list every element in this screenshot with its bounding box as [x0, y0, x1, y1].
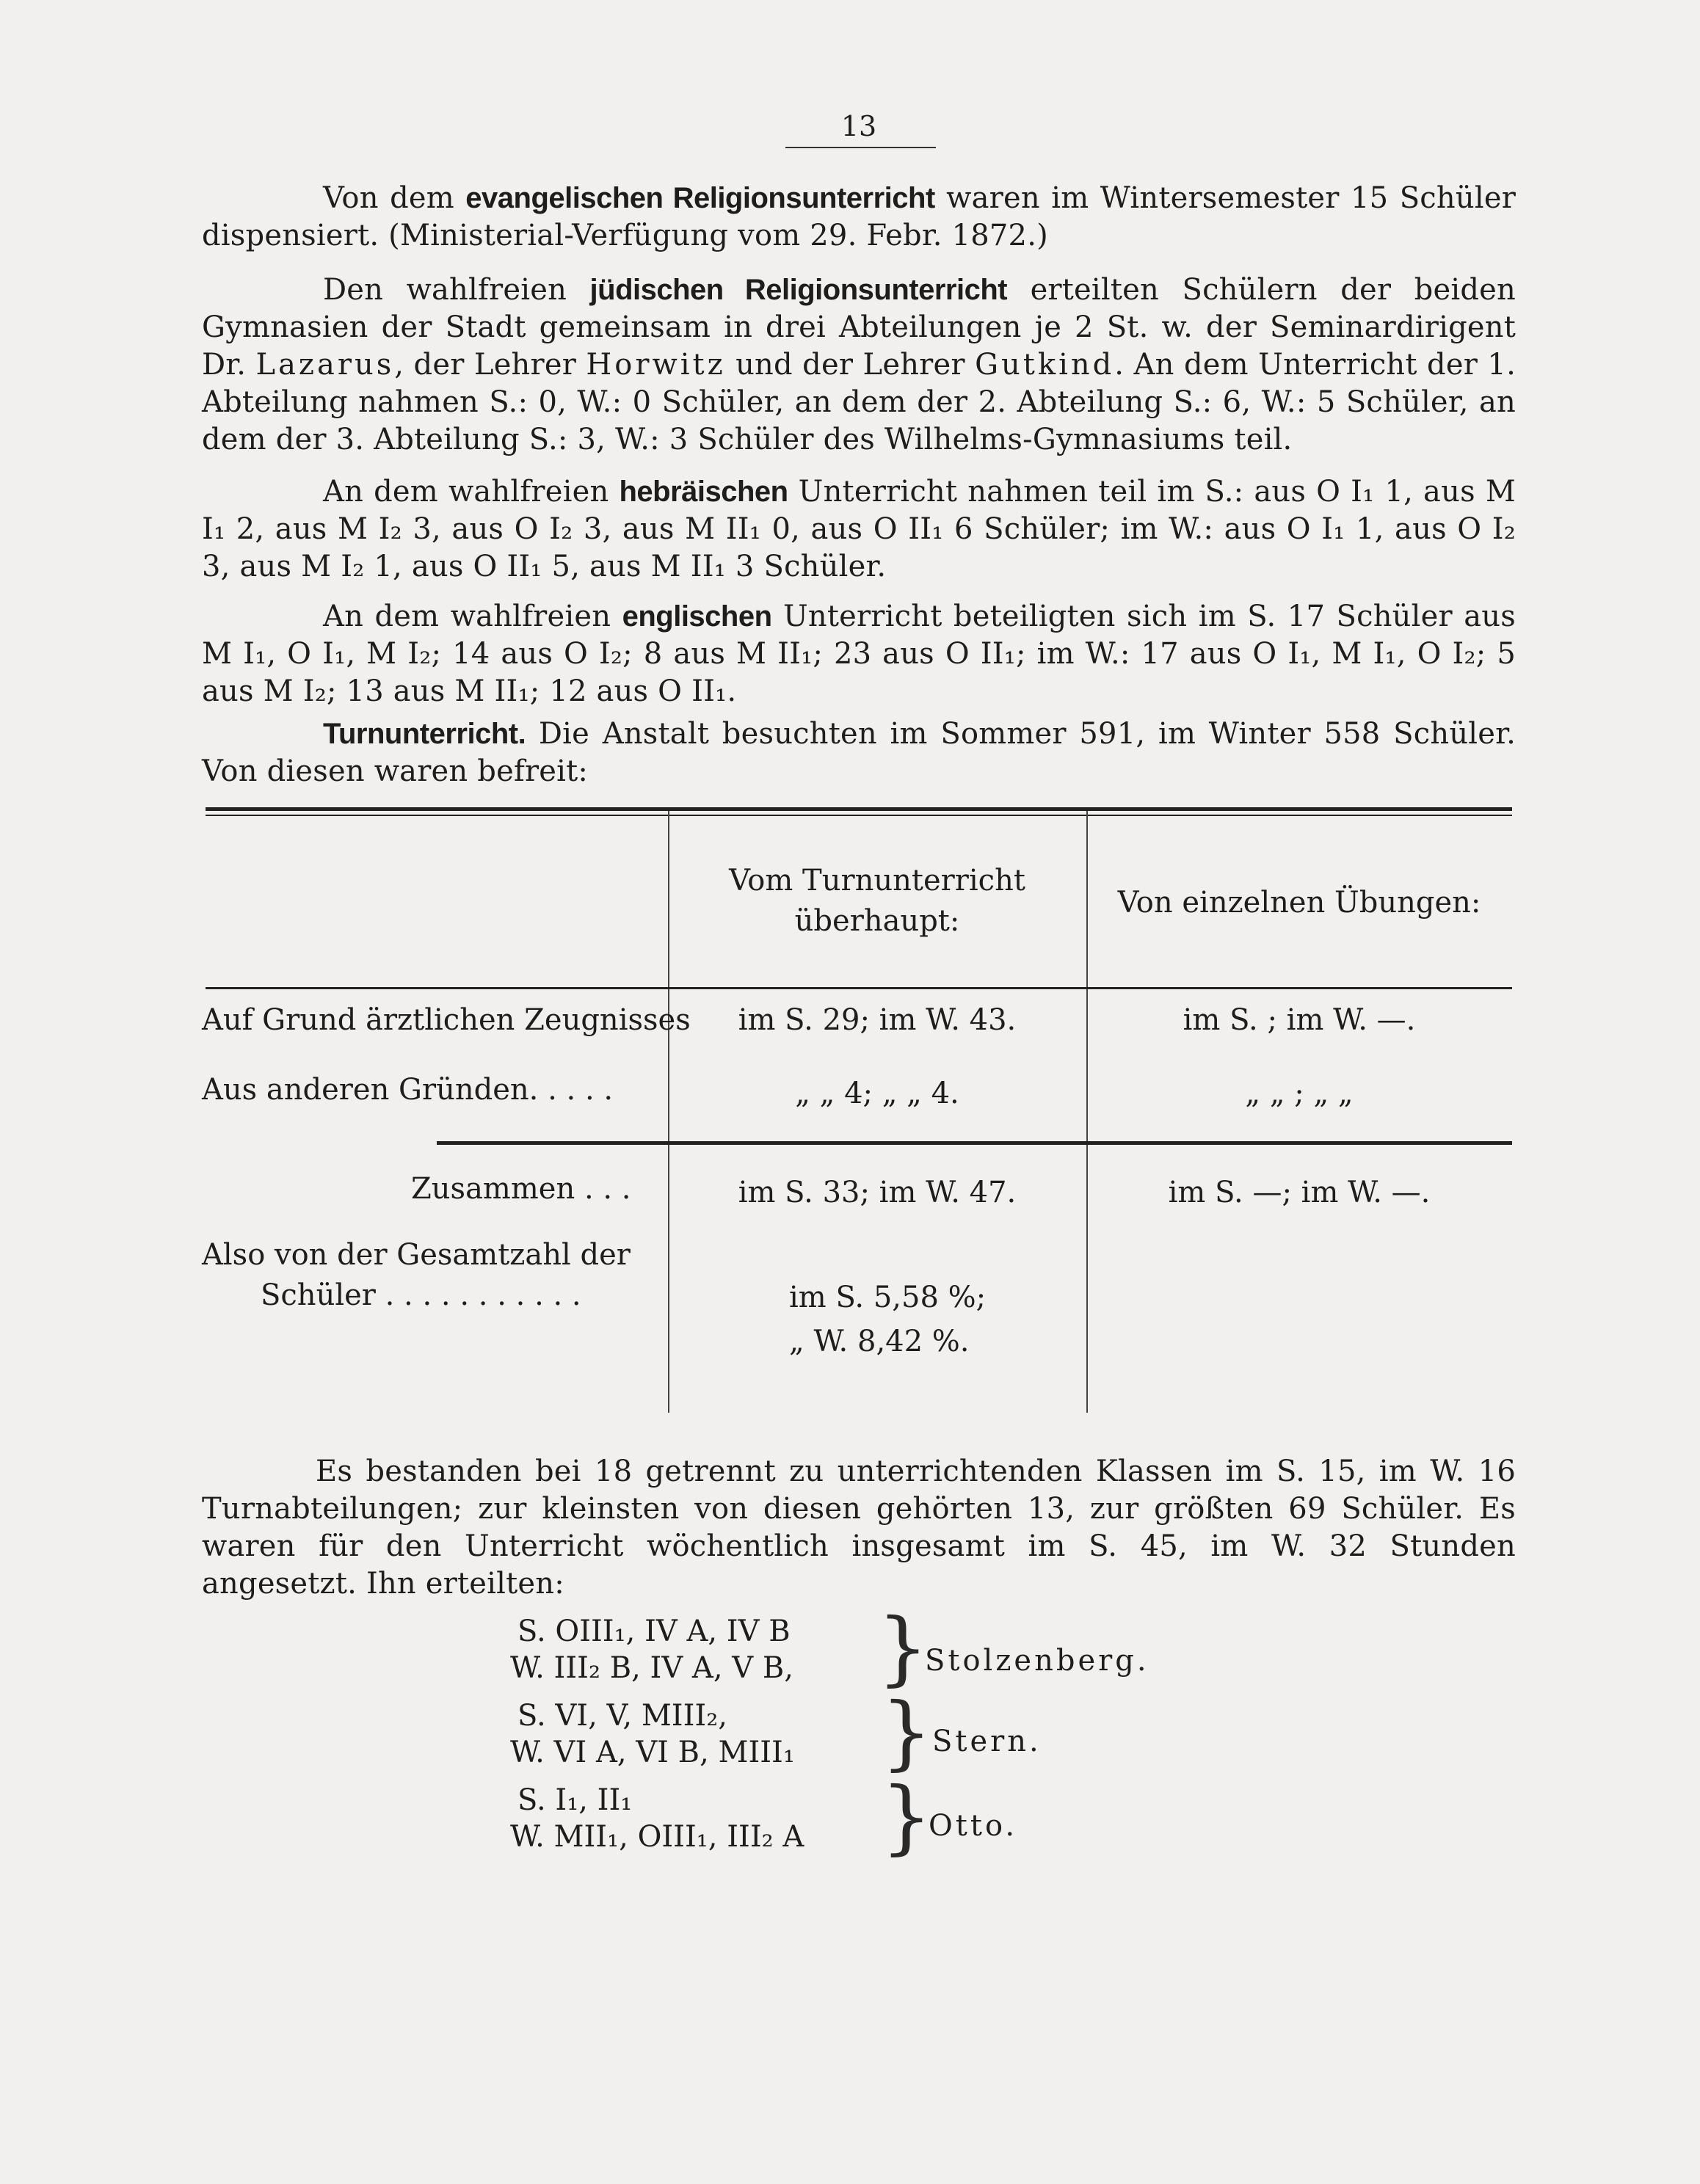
text-run: . An dem Unterricht der 1. Abteilung nahmen S.: 0, W.: 0 Schüler, an dem der 2. Abteilung S.: 6, W.: 5 Schüler, an dem der 3. Abteilung S.: 3, W.: 3 Schüler des Wilhelms-Gymnasiums teil.: [202, 348, 1516, 456]
paragraph-english: [202, 598, 1516, 710]
name-gutkind: Gutkind: [975, 348, 1115, 382]
page-number: 13: [840, 110, 877, 142]
row-share-winter: „ W. 8,42 %.: [789, 1325, 970, 1358]
bold-term: Turnunterricht.: [323, 718, 526, 750]
text-run: Unterricht nahmen teil im S.: aus O I₁ 1, aus M I₁ 2, aus M I₂ 3, aus O I₂ 3, aus M II₁ 0, aus O II₁ 6 Schüler; im W.: aus O I₁ 1, aus O I₂ 3, aus M I₂ 1, aus O II₁ 5, aus M II₁ 3 Schüler.: [202, 475, 1516, 583]
row-medical-label: Auf Grund ärztlichen Zeugnisses: [202, 1003, 691, 1037]
brace-icon: }: [881, 1769, 932, 1863]
text-run: An dem wahlfreien: [323, 475, 620, 509]
table-top-rule: [206, 807, 1512, 811]
schedule-summer-stern: S. VI, V, MIII₂,: [517, 1699, 727, 1733]
text-run: erteilten Schülern der beiden Gymnasien der Stadt gemeinsam in drei Abteilungen je 2 St. w. der Seminardirigent Dr.: [202, 273, 1516, 382]
row-sum-overall: im S. 33; im W. 47.: [738, 1176, 1017, 1209]
row-medical-overall: im S. 29; im W. 43.: [738, 1003, 1017, 1037]
brace-icon: }: [877, 1601, 929, 1695]
text-run: Unterricht beteiligten sich im S. 17 Schüler aus M I₁, O I₁, M I₂; 14 aus O I₂; 8 aus M II₁; 23 aus O II₁; im W.: 17 aus O I₁, M I₁, O I₂; 5 aus M I₂; 13 aus M II₁; 12 aus O II₁.: [202, 600, 1516, 708]
schedule-winter-stolzenberg: W. III₂ B, IV A, V B,: [510, 1651, 793, 1685]
text-run: Von dem: [323, 181, 466, 215]
row-other-label: Aus anderen Gründen. . . . .: [202, 1073, 614, 1107]
row-other-overall: „ „ 4; „ „ 4.: [795, 1077, 959, 1110]
text-run: Den wahlfreien: [323, 273, 590, 307]
row-medical-single: im S. ; im W. —.: [1183, 1003, 1416, 1037]
bold-term: jüdischen Religionsunterricht: [589, 274, 1008, 306]
name-horwitz: Horwitz: [586, 348, 726, 382]
paragraph-gym-divisions: Es bestanden bei 18 getrennt zu unterrichtenden Klassen im S. 15, im W. 16 Turnabteilungen; zur kleinsten von diesen gehörten 13, zur größten 69 Schüler. Es waren für den Unterricht wöchentlich insgesamt im S. 45, im W. 32 Stunden angesetzt. Ihn erteilten:: [202, 1455, 1516, 1601]
schedule-winter-stern: W. VI A, VI B, MIII₁: [510, 1736, 795, 1769]
header-single-exercises: Von einzelnen Übungen:: [1117, 886, 1481, 920]
name-lazarus: Lazarus: [255, 348, 395, 382]
table-column-divider: [668, 811, 669, 1413]
teacher-stolzenberg: Stolzenberg.: [925, 1644, 1149, 1678]
header-gym-overall-line1: Vom Turnunterricht: [729, 864, 1025, 898]
text-run: waren im Wintersemester 15 Schüler dispensiert. (Ministerial-Verfügung vom 29. Febr. 1872.): [202, 181, 1516, 252]
bold-term: evangelischen Religionsunterricht: [465, 182, 935, 214]
table-sum-rule: [437, 1141, 1512, 1145]
brace-icon: }: [881, 1685, 932, 1779]
teacher-otto: Otto.: [929, 1809, 1018, 1843]
text-run: An dem wahlfreien: [323, 600, 622, 633]
row-share-label-line1: Also von der Gesamtzahl der: [202, 1238, 631, 1272]
header-gym-overall-line2: überhaupt:: [794, 904, 960, 938]
paragraph-religion-evangelical: [202, 180, 1516, 255]
text-run: , der Lehrer: [394, 348, 586, 382]
schedule-summer-otto: S. I₁, II₁: [517, 1783, 633, 1817]
row-sum-label: Zusammen . . .: [411, 1172, 631, 1206]
schedule-winter-otto: W. MII₁, OIII₁, III₂ A: [510, 1820, 804, 1854]
paragraph-gymnastics: [202, 716, 1516, 790]
row-other-single: „ „ ; „ „: [1245, 1077, 1354, 1110]
table-header-rule: [206, 987, 1512, 989]
text-run: und der Lehrer: [725, 348, 976, 382]
bold-term: hebräischen: [619, 476, 788, 508]
table-top-rule-thin: [206, 815, 1512, 816]
schedule-summer-stolzenberg: S. OIII₁, IV A, IV B: [517, 1615, 791, 1648]
row-share-label-line2: Schüler . . . . . . . . . . .: [261, 1278, 581, 1312]
teacher-stern: Stern.: [932, 1725, 1042, 1758]
bold-term: englischen: [622, 600, 772, 633]
paragraph-religion-jewish: [202, 272, 1516, 459]
row-share-summer: im S. 5,58 %;: [789, 1281, 987, 1314]
page-number-rule: [785, 147, 936, 148]
paragraph-hebrew: [202, 473, 1516, 586]
row-sum-single: im S. —; im W. —.: [1168, 1176, 1431, 1209]
text-run: Die Anstalt besuchten im Sommer 591, im Winter 558 Schüler. Von diesen waren befreit:: [202, 717, 1516, 788]
